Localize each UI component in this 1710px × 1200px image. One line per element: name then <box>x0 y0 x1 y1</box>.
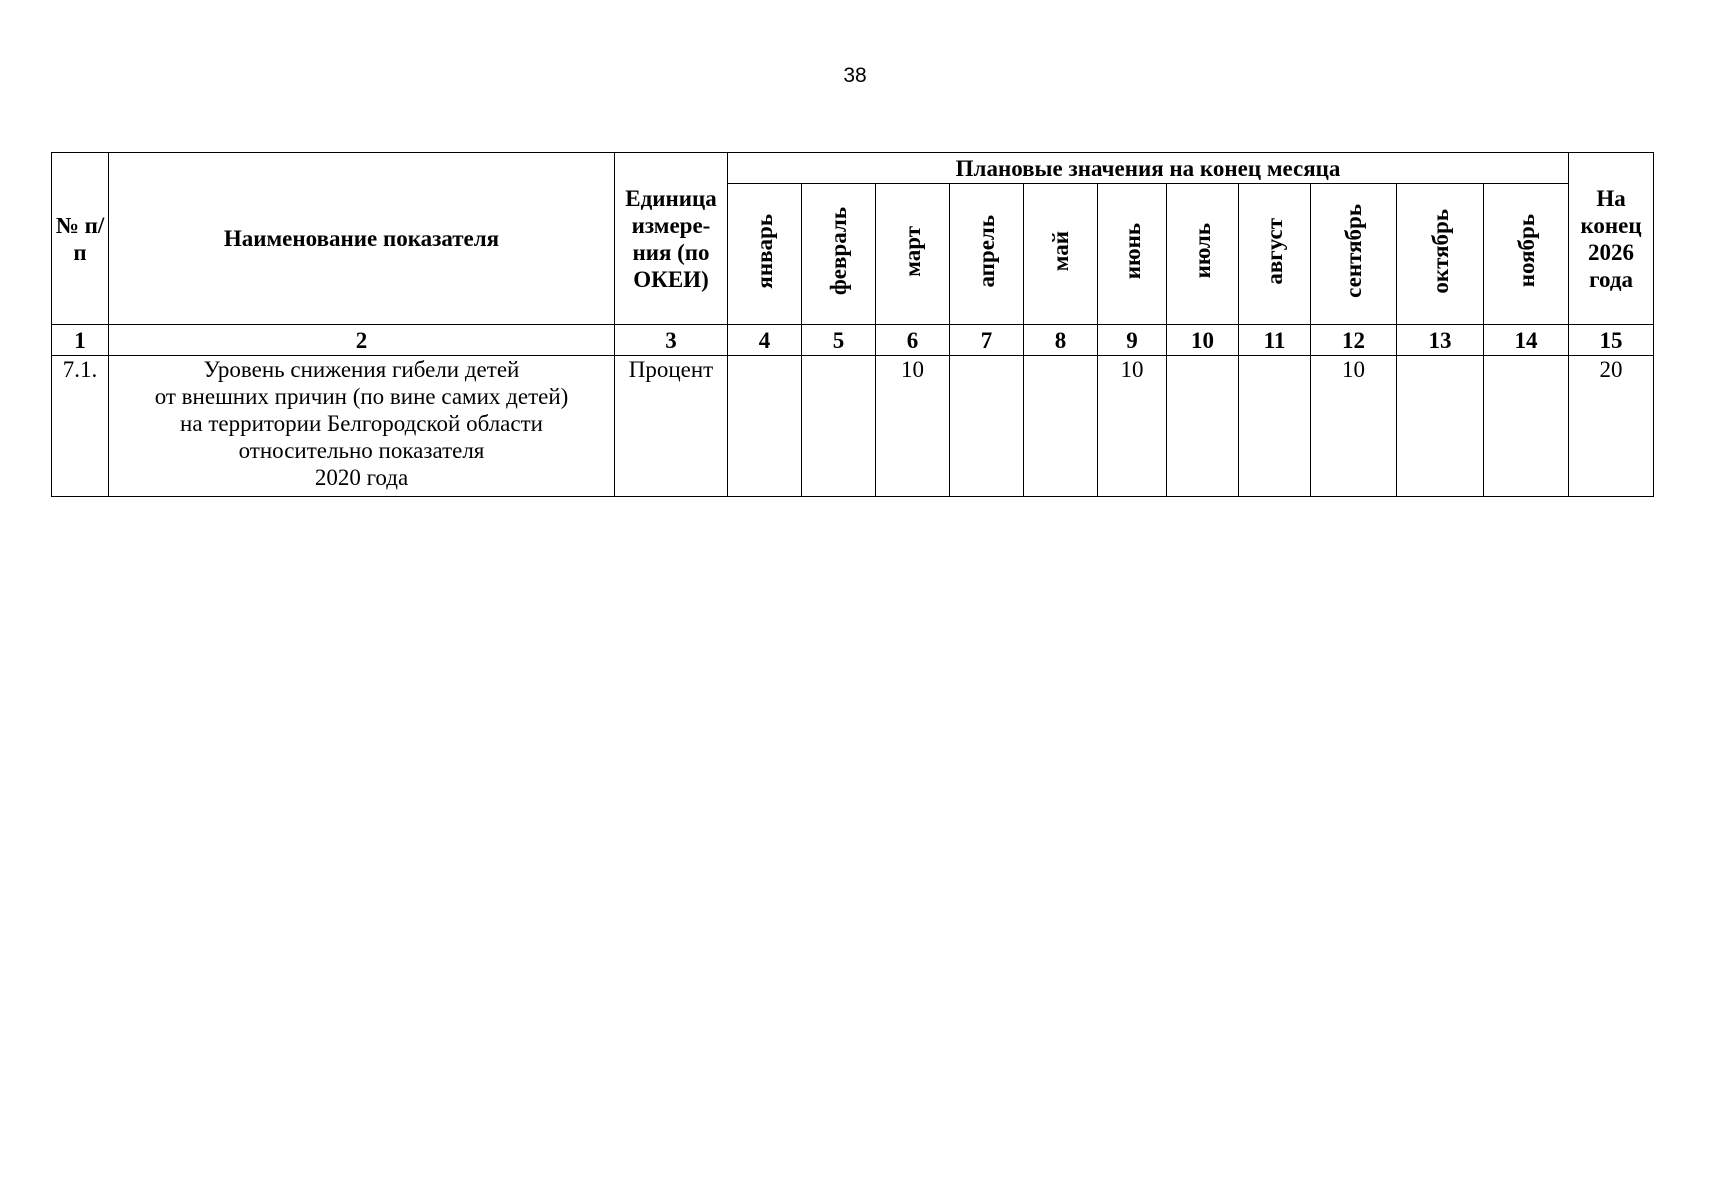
header-month-july <box>1167 184 1239 325</box>
month-label: июль <box>1190 223 1215 279</box>
header-month-october <box>1397 184 1484 325</box>
indicator-table <box>51 152 1654 497</box>
column-number: 8 <box>1024 325 1098 356</box>
header-unit: Единица измере-ния (по ОКЕИ) <box>615 153 728 325</box>
column-number: 2 <box>109 325 615 356</box>
header-num: № п/п <box>52 153 109 325</box>
value-july <box>1167 356 1239 497</box>
header-month-march <box>876 184 950 325</box>
month-label: сентябрь <box>1341 204 1366 298</box>
header-month-august <box>1239 184 1311 325</box>
column-number: 1 <box>52 325 109 356</box>
value-august <box>1239 356 1311 497</box>
indicator-name-line: 2020 года <box>314 465 409 490</box>
indicator-name-line: Уровень снижения гибели детей <box>203 357 520 382</box>
indicator-name <box>109 356 615 497</box>
column-number: 11 <box>1239 325 1311 356</box>
month-label: июнь <box>1119 222 1145 280</box>
month-label: октябрь <box>1427 208 1453 294</box>
header-month-april <box>950 184 1024 325</box>
column-number: 14 <box>1484 325 1569 356</box>
column-number: 13 <box>1397 325 1484 356</box>
unit-cell: Процент <box>615 356 728 497</box>
value-october <box>1397 356 1484 497</box>
page-number: 38 <box>843 64 867 87</box>
indicator-name-line: на территории Белгородской области <box>180 411 543 436</box>
column-number: 10 <box>1167 325 1239 356</box>
column-number: 9 <box>1098 325 1167 356</box>
header-month-february <box>802 184 876 325</box>
column-number: 4 <box>728 325 802 356</box>
value-april <box>950 356 1024 497</box>
value-year-end: 20 <box>1569 356 1654 497</box>
header-year-end: На конец 2026 года <box>1569 153 1654 325</box>
value-november <box>1484 356 1569 497</box>
indicator-name-line: от внешних причин (по вине самих детей) <box>154 384 569 409</box>
month-label: ноябрь <box>1513 214 1539 288</box>
month-label: август <box>1262 217 1287 285</box>
value-march: 10 <box>876 356 950 497</box>
month-label: февраль <box>826 206 851 296</box>
month-label: май <box>1048 230 1073 272</box>
column-number: 15 <box>1569 325 1654 356</box>
header-month-may <box>1024 184 1098 325</box>
header-name: Наименование показателя <box>109 153 615 325</box>
column-number: 7 <box>950 325 1024 356</box>
column-number: 12 <box>1311 325 1397 356</box>
column-number: 5 <box>802 325 876 356</box>
value-september: 10 <box>1311 356 1397 497</box>
table-row <box>52 356 1654 497</box>
month-label: март <box>900 225 925 277</box>
row-number: 7.1. <box>52 356 109 497</box>
header-month-september <box>1311 184 1397 325</box>
value-february <box>802 356 876 497</box>
month-label: апрель <box>974 214 999 288</box>
header-month-january <box>728 184 802 325</box>
value-january <box>728 356 802 497</box>
value-june: 10 <box>1098 356 1167 497</box>
column-number: 6 <box>876 325 950 356</box>
indicator-name-line: относительно показателя <box>238 438 485 463</box>
header-month-june <box>1098 184 1167 325</box>
value-may <box>1024 356 1098 497</box>
month-label: январь <box>752 213 777 289</box>
header-month-november <box>1484 184 1569 325</box>
column-number: 3 <box>615 325 728 356</box>
header-planned-values: Плановые значения на конец месяца <box>728 153 1569 184</box>
